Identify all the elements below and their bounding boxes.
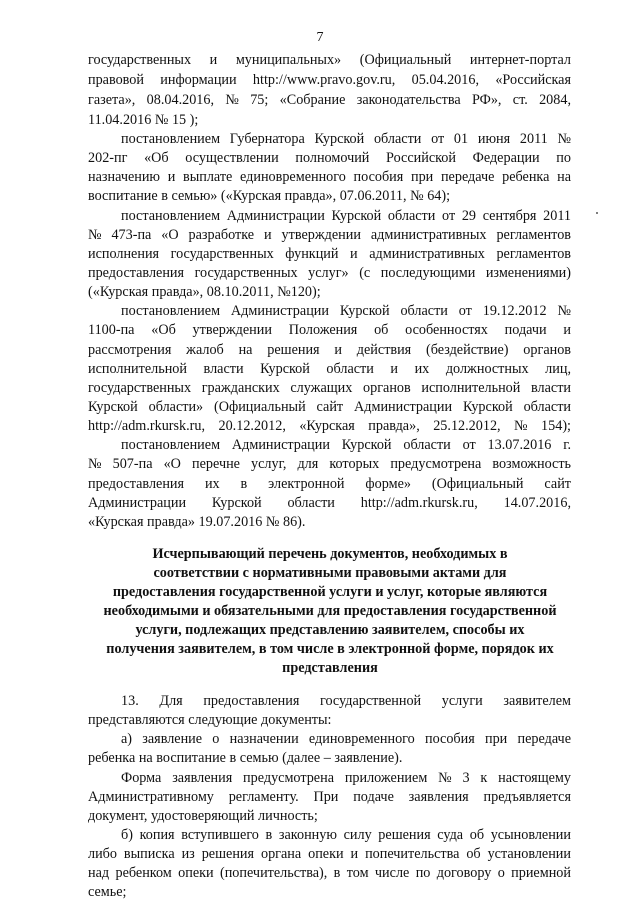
body-line: http://adm.rkursk.ru, 20.12.2012, «Курская правда», 25.12.2012, № 154); xyxy=(88,418,571,434)
body-line: а) заявление о назначении единовременного пособия при передаче xyxy=(121,731,571,747)
body-line: воспитание в семью» («Курская правда», 07.06.2011, № 64); xyxy=(88,188,451,204)
heading-line: необходимыми и обязательными для предоставления государственной xyxy=(103,603,557,619)
body-line: 11.04.2016 № 15 ); xyxy=(88,112,199,128)
body-line: ребенка на воспитание в семью (далее – заявление). xyxy=(88,750,403,766)
body-line: рассмотрения жалоб на решения и действия (бездействие) органов xyxy=(88,342,571,358)
body-line: государственных гражданских служащих органов исполнительной власти xyxy=(88,380,571,396)
body-line: представляются следующие документы: xyxy=(88,712,332,728)
heading-line: предоставления государственной услуги и услуг, которые являются xyxy=(112,584,548,600)
body-line: документ, удостоверяющий личность; xyxy=(88,808,318,824)
body-line: 13. Для предоставления государственной услуги заявителем xyxy=(121,693,571,709)
body-line: постановлением Губернатора Курской области от 01 июня 2011 № xyxy=(121,131,571,147)
body-line: исполнительной власти Курской области и их должностных лиц, xyxy=(88,361,571,377)
body-line: предоставления государственных услуг» (с последующими изменениями) xyxy=(88,265,571,281)
body-line: постановлением Администрации Курской области от 13.07.2016 г. xyxy=(121,437,571,453)
body-line: («Курская правда», 08.10.2011, №120); xyxy=(88,284,321,300)
body-line: газета», 08.04.2016, № 75; «Собрание законодательства РФ», ст. 2084, xyxy=(88,92,571,108)
body-line: Администрации Курской области http://adm.rkursk.ru, 14.07.2016, xyxy=(88,495,571,511)
body-line: назначению и выплате единовременного пособия при передаче ребенка на xyxy=(88,169,571,185)
body-line: 1100-па «Об утверждении Положения об особенностях подачи и xyxy=(88,322,571,338)
body-line: Курской области» (Официальный сайт Администрации Курской области xyxy=(88,399,571,415)
body-line: «Курская правда» 19.07.2016 № 86). xyxy=(88,514,306,530)
body-line: постановлением Администрации Курской области от 19.12.2012 № xyxy=(121,303,571,319)
body-line: либо выписка из решения органа опеки и попечительства об установлении xyxy=(88,846,571,862)
heading-line: соответствии с нормативными правовыми актами для xyxy=(153,565,507,581)
body-line: № 507-па «О перечне услуг, для которых предусмотрена возможность xyxy=(88,456,571,472)
body-line: над ребенком опеки (попечительства), в том числе по договору о приемной xyxy=(88,865,571,881)
body-line: Административному регламенту. При подаче заявления предъявляется xyxy=(88,789,571,805)
body-line: исполнения государственных функций и административных регламентов xyxy=(88,246,571,262)
body-line: предоставления их в электронной форме» (Официальный сайт xyxy=(88,476,571,492)
heading-line: получения заявителем, в том числе в электронной форме, порядок их xyxy=(106,641,554,657)
heading-line: услуги, подлежащих представлению заявителем, способы их xyxy=(135,622,525,638)
body-line: № 473-па «О разработке и утверждении административных регламентов xyxy=(88,227,571,243)
heading-line: Исчерпывающий перечень документов, необходимых в xyxy=(152,546,508,562)
body-line: 202-пг «Об осуществлении полномочий Российской Федерации по xyxy=(88,150,571,166)
body-line: правовой информации http://www.pravo.gov.ru, 05.04.2016, «Российская xyxy=(88,72,571,88)
body-line: постановлением Администрации Курской области от 29 сентября 2011 xyxy=(121,208,571,224)
body-line: б) копия вступившего в законную силу решения суда об усыновлении xyxy=(121,827,571,843)
body-line: государственных и муниципальных» (Официальный интернет-портал xyxy=(88,52,571,68)
scan-speck xyxy=(596,212,598,214)
heading-line: представления xyxy=(282,660,378,676)
body-line: Форма заявления предусмотрена приложением № 3 к настоящему xyxy=(121,770,571,786)
body-line: семье; xyxy=(88,884,127,900)
page-number: 7 xyxy=(316,30,324,45)
